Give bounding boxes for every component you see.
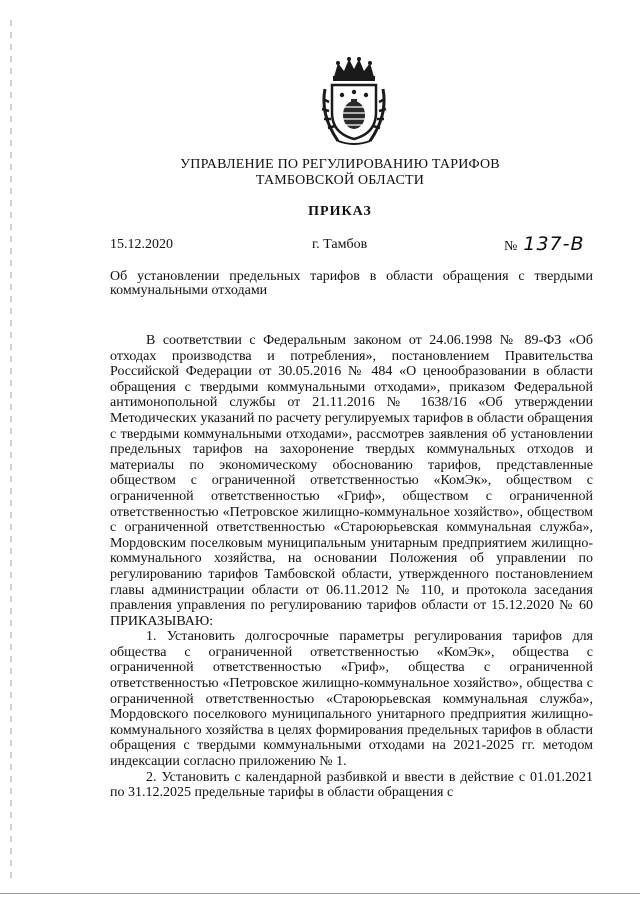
organization-name-line2: ТАМБОВСКОЙ ОБЛАСТИ bbox=[255, 173, 425, 188]
order-item-1: 1. Установить долгосрочные параметры регулирования тарифов для общества с ограниченной ответственностью «КомЭк», общества с ограниченной ответственностью «Гриф», общества с ограниченной ответственностью «Петровское жилищно-коммунальное хозяйство», общества с ограниченной ответственностью «Староюрьевская коммунальная служба», Мордовского поселкового муниципального унитарного предприятия жилищно-коммунального хозяйства в целях формирования предельных тарифов в области обращения с твердыми коммунальными отходами на 2021-2025 гг. методом индексации согласно приложению № 1. bbox=[110, 629, 593, 770]
order-item-2: 2. Установить с календарной разбивкой и ввести в действие с 01.01.2021 по 31.12.2025 предельные тарифы в области обращения с bbox=[110, 769, 593, 801]
number-sign: № bbox=[504, 239, 518, 254]
tambov-coat-of-arms-icon bbox=[318, 55, 390, 147]
page-bottom-rule bbox=[0, 893, 640, 894]
handwritten-number: 137-В bbox=[523, 233, 585, 255]
document-subject: Об установлении предельных тарифов в области обращения с твердыми коммунальными отходами bbox=[110, 269, 593, 298]
preamble-paragraph: В соответствии с Федеральным законом от 24.06.1998 № 89-ФЗ «Об отходах производства и потребления», постановлением Правительства Российской Федерации от 30.05.2016 № 484 «О ценообразовании в области обращения с твердыми коммунальными отходами», приказом Федеральной антимонопольной службы от 21.11.2016 № 1638/16 «Об утверждении Методических указаний по расчету регулируемых тарифов в области обращения с твердыми коммунальными отходами», рассмотрев заявления об установлении предельных тарифов на захоронение твердых коммунальных отходов и материалы по экономическому обоснованию тарифов, представленные обществом с ограниченной ответственностью «КомЭк», обществом с ограниченной ответственностью «Гриф», обществом с ограниченной ответственностью «Петровское жилищно-коммунальное хозяйство», обществом с ограниченной ответственностью «Староюрьевская коммунальная служба», Мордовским поселковым муниципальным унитарным предприятием жилищно-коммунального хозяйства, на основании Положения об управлении по регулированию тарифов Тамбовской области, утвержденного постановлением главы администрации области от 06.11.2012 № 110, и протокола заседания правления управления по регулированию тарифов области от 15.12.2020 № 60 ПРИКАЗЫВАЮ: bbox=[110, 333, 593, 629]
organization-name-line1: УПРАВЛЕНИЕ ПО РЕГУЛИРОВАНИЮ ТАРИФОВ bbox=[180, 157, 500, 172]
document-number bbox=[504, 233, 585, 255]
scan-edge-mark bbox=[10, 20, 12, 880]
document-city: г. Тамбов bbox=[312, 237, 368, 252]
document-date: 15.12.2020 bbox=[110, 237, 173, 252]
document-type-title: ПРИКАЗ bbox=[308, 204, 372, 219]
document-body bbox=[110, 333, 593, 801]
